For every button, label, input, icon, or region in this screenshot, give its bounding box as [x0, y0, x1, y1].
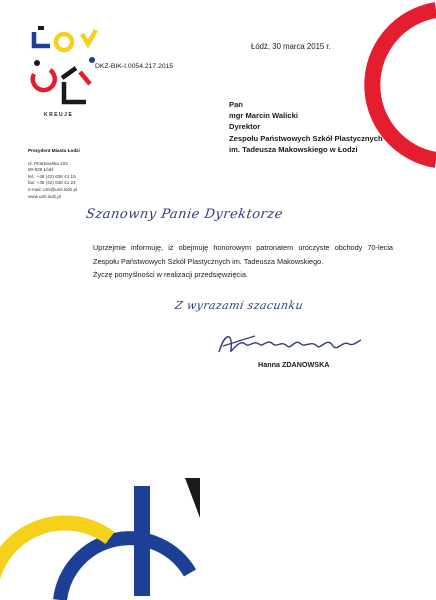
logo-black-dot-top — [38, 26, 44, 30]
sender-line: ul. Piotrkowska 104 — [28, 160, 68, 166]
addressee-line: mgr Marcin Walicki — [229, 111, 298, 121]
logo-black-dot — [34, 60, 40, 66]
addressee-line: Pan — [229, 100, 243, 109]
handwritten-salutation: Szanowny Panie Dyrektorze — [84, 207, 284, 222]
logo-red-diagonal — [80, 72, 90, 84]
addressee-line: im. Tadeusza Makowskiego w Łodzi — [229, 144, 358, 154]
signer-name: Hanna ZDANOWSKA — [258, 360, 330, 369]
reference-number: DKZ-BIK-I.0054.217.2015 — [95, 63, 174, 70]
sender-line: e-mail: uml@uml.lodz.pl — [28, 186, 78, 192]
deco-yellow-ring — [0, 523, 110, 600]
sender-line: 90-926 Łódź — [28, 167, 54, 173]
logo-red-ring — [33, 70, 55, 90]
logo-wordmark: KREUJE — [44, 112, 74, 118]
handwritten-closing: Z wyrazami szacunku — [173, 299, 305, 312]
logo-blue-hook — [34, 32, 50, 46]
city-logo-icon — [24, 22, 104, 120]
addressee-line: Zespołu Państwowych Szkół Plastycznych — [229, 133, 383, 143]
letter-date: Łódź, 30 marca 2015 r. — [251, 42, 331, 51]
addressee-line: Dyrektor — [229, 122, 261, 132]
sender-line: fax: +48 (42) 638 41 24 — [28, 180, 76, 186]
sender-line: www.uml.lodz.pl — [28, 193, 61, 199]
deco-black-triangle — [185, 478, 200, 518]
sender-line: tel.: +48 (42) 638 41 15 — [28, 173, 76, 179]
sender-block — [28, 148, 80, 200]
bottom-decoration — [0, 478, 200, 600]
sender-title: Prezydent Miasta Łodzi — [28, 148, 80, 153]
logo-yellow-ring — [56, 34, 72, 50]
signature-icon — [215, 328, 365, 358]
deco-blue-ring — [60, 538, 190, 600]
letter-body — [93, 241, 393, 282]
body-paragraph: Uprzejmie informuję, iż obejmuję honorowym patronatem uroczyste obchody 70-lecia Zespołu Państwowych Szkół Plastycznych im. Tadeusza Makowskiego. — [93, 243, 393, 266]
body-paragraph: Życzę pomyślności w realizacji przedsięwzięcia. — [93, 270, 248, 280]
red-arc-decoration — [350, 0, 436, 170]
logo-yellow-chevron — [82, 30, 96, 44]
